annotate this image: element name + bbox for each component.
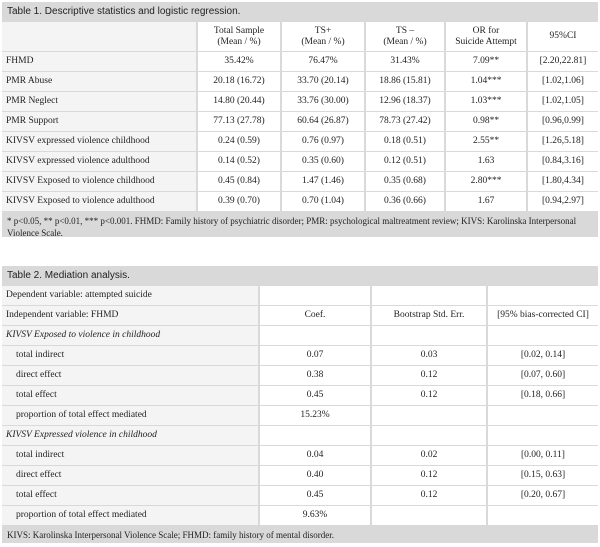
table-1-row	[2, 192, 598, 212]
table-2-footnote: KIVS: Karolinska Interpersonal Violence Scale; FHMD: family history of mental disorder.	[7, 530, 334, 540]
table-1-grid	[2, 22, 598, 212]
table-cell: [1.02,1.05]	[526, 92, 598, 112]
table-cell: [0.15, 0.63]	[486, 466, 598, 486]
table-cell: 0.70 (1.04)	[280, 192, 364, 212]
row-label: proportion of total effect mediated	[2, 506, 258, 526]
section-title-row	[2, 426, 598, 446]
table-cell: 0.03	[370, 346, 486, 366]
table-cell: 0.12	[370, 466, 486, 486]
table-cell: 0.12	[370, 486, 486, 506]
row-label: KIVSV Exposed to violence childhood	[2, 172, 196, 192]
table-cell: 0.35 (0.60)	[280, 152, 364, 172]
table-2-row	[2, 486, 598, 506]
row-label: PMR Abuse	[2, 72, 196, 92]
section-title: KIVSV Expressed violence in childhood	[2, 426, 258, 446]
row-label: PMR Support	[2, 112, 196, 132]
table-cell: 35.42%	[196, 52, 280, 72]
row-label: KIVSV expressed violence childhood	[2, 132, 196, 152]
table-2-header-cell: Coef.	[258, 306, 370, 326]
row-label: proportion of total effect mediated	[2, 406, 258, 426]
table-1-footnote: * p<0.05, ** p<0.01, *** p<0.001. FHMD: Family history of psychiatric disorder; PMR: psychological maltreatment review; KIVS: Karolinska Interpersonal Violence Scale.	[7, 216, 577, 238]
table-cell: [1.26,5.18]	[526, 132, 598, 152]
table-cell: [2.20,22.81]	[526, 52, 598, 72]
section-title-row	[2, 326, 598, 346]
table-cell	[486, 406, 598, 426]
table-1-header-cell: OR for Suicide Attempt	[444, 22, 526, 52]
table-cell: 0.07	[258, 346, 370, 366]
table-cell: 60.64 (26.87)	[280, 112, 364, 132]
table-2-row	[2, 466, 598, 486]
table-1-header-cell: Total Sample (Mean / %)	[196, 22, 280, 52]
empty-cell	[258, 326, 370, 346]
table-cell	[486, 506, 598, 526]
empty-cell	[486, 286, 598, 306]
table-cell: 0.18 (0.51)	[364, 132, 444, 152]
table-2-grid	[2, 286, 598, 526]
empty-cell	[370, 426, 486, 446]
table-2-row	[2, 506, 598, 526]
row-label: total indirect	[2, 446, 258, 466]
table-cell: 0.14 (0.52)	[196, 152, 280, 172]
table-cell: 0.04	[258, 446, 370, 466]
table-1	[2, 2, 598, 237]
table-cell: 1.67	[444, 192, 526, 212]
table-2	[2, 266, 598, 543]
row-label: PMR Neglect	[2, 92, 196, 112]
table-cell: 76.47%	[280, 52, 364, 72]
row-label: KIVSV Exposed to violence adulthood	[2, 192, 196, 212]
table-cell: [0.00, 0.11]	[486, 446, 598, 466]
table-cell: [0.96,0.99]	[526, 112, 598, 132]
row-label: FHMD	[2, 52, 196, 72]
table-cell: 0.76 (0.97)	[280, 132, 364, 152]
table-1-header-cell: TS – (Mean / %)	[364, 22, 444, 52]
table-1-header-row	[2, 22, 598, 52]
table-1-header-cell: 95%CI	[526, 22, 598, 52]
table-1-row	[2, 132, 598, 152]
table-cell: 1.04***	[444, 72, 526, 92]
empty-cell	[486, 326, 598, 346]
section-title: KIVSV Exposed to violence in childhood	[2, 326, 258, 346]
table-1-row	[2, 152, 598, 172]
dependent-variable-label: Dependent variable: attempted suicide	[2, 286, 258, 306]
table-2-row	[2, 446, 598, 466]
table-cell: 33.70 (20.14)	[280, 72, 364, 92]
row-label: total effect	[2, 486, 258, 506]
table-cell: 0.38	[258, 366, 370, 386]
row-label: total indirect	[2, 346, 258, 366]
table-1-row	[2, 72, 598, 92]
table-2-row	[2, 406, 598, 426]
table-cell: 0.40	[258, 466, 370, 486]
table-cell: 18.86 (15.81)	[364, 72, 444, 92]
table-cell: 2.55**	[444, 132, 526, 152]
table-cell: 9.63%	[258, 506, 370, 526]
table-cell: [0.84,3.16]	[526, 152, 598, 172]
table-2-row	[2, 386, 598, 406]
table-cell: [0.18, 0.66]	[486, 386, 598, 406]
table-1-caption: Table 1. Descriptive statistics and logistic regression.	[7, 6, 241, 17]
table-cell: 14.80 (20.44)	[196, 92, 280, 112]
table-cell: [0.02, 0.14]	[486, 346, 598, 366]
table-1-row	[2, 52, 598, 72]
row-label: total effect	[2, 386, 258, 406]
table-cell: 0.24 (0.59)	[196, 132, 280, 152]
table-2-row	[2, 346, 598, 366]
table-1-row	[2, 92, 598, 112]
table-cell: 7.09**	[444, 52, 526, 72]
table-cell: 0.36 (0.66)	[364, 192, 444, 212]
table-cell: 2.80***	[444, 172, 526, 192]
table-cell: 0.12	[370, 386, 486, 406]
table-cell: 0.45	[258, 386, 370, 406]
table-cell: 0.45	[258, 486, 370, 506]
table-2-header-cell: Bootstrap Std. Err.	[370, 306, 486, 326]
table-1-row	[2, 172, 598, 192]
empty-cell	[486, 426, 598, 446]
table-cell: 0.35 (0.68)	[364, 172, 444, 192]
table-cell: 1.63	[444, 152, 526, 172]
row-label: direct effect	[2, 366, 258, 386]
empty-cell	[370, 326, 486, 346]
empty-cell	[370, 286, 486, 306]
row-label: direct effect	[2, 466, 258, 486]
table-cell: 0.45 (0.84)	[196, 172, 280, 192]
table-2-header-cell: Independent variable: FHMD	[2, 306, 258, 326]
table-2-header-cell: [95% bias-corrected CI]	[486, 306, 598, 326]
table-cell	[370, 506, 486, 526]
table-1-header-cell	[2, 22, 196, 52]
table-cell: 12.96 (18.37)	[364, 92, 444, 112]
table-cell: 33.76 (30.00)	[280, 92, 364, 112]
table-cell: 20.18 (16.72)	[196, 72, 280, 92]
table-2-row	[2, 366, 598, 386]
table-cell: 0.98**	[444, 112, 526, 132]
table-cell: [0.94,2.97]	[526, 192, 598, 212]
table-2-dependent-row	[2, 286, 598, 306]
table-cell: [1.80,4.34]	[526, 172, 598, 192]
table-cell: [1.02,1.06]	[526, 72, 598, 92]
table-cell: 0.39 (0.70)	[196, 192, 280, 212]
table-cell: 0.02	[370, 446, 486, 466]
row-label: KIVSV expressed violence adulthood	[2, 152, 196, 172]
table-1-row	[2, 112, 598, 132]
table-cell	[370, 406, 486, 426]
table-2-header-row	[2, 306, 598, 326]
table-cell: 1.47 (1.46)	[280, 172, 364, 192]
empty-cell	[258, 286, 370, 306]
table-cell: 15.23%	[258, 406, 370, 426]
table-cell: 1.03***	[444, 92, 526, 112]
table-cell: 31.43%	[364, 52, 444, 72]
table-1-header-cell: TS+ (Mean / %)	[280, 22, 364, 52]
table-cell: 77.13 (27.78)	[196, 112, 280, 132]
table-cell: 0.12	[370, 366, 486, 386]
table-cell: [0.20, 0.67]	[486, 486, 598, 506]
table-cell: 78.73 (27.42)	[364, 112, 444, 132]
table-cell: 0.12 (0.51)	[364, 152, 444, 172]
empty-cell	[258, 426, 370, 446]
table-2-caption: Table 2. Mediation analysis.	[7, 270, 130, 281]
table-cell: [0.07, 0.60]	[486, 366, 598, 386]
